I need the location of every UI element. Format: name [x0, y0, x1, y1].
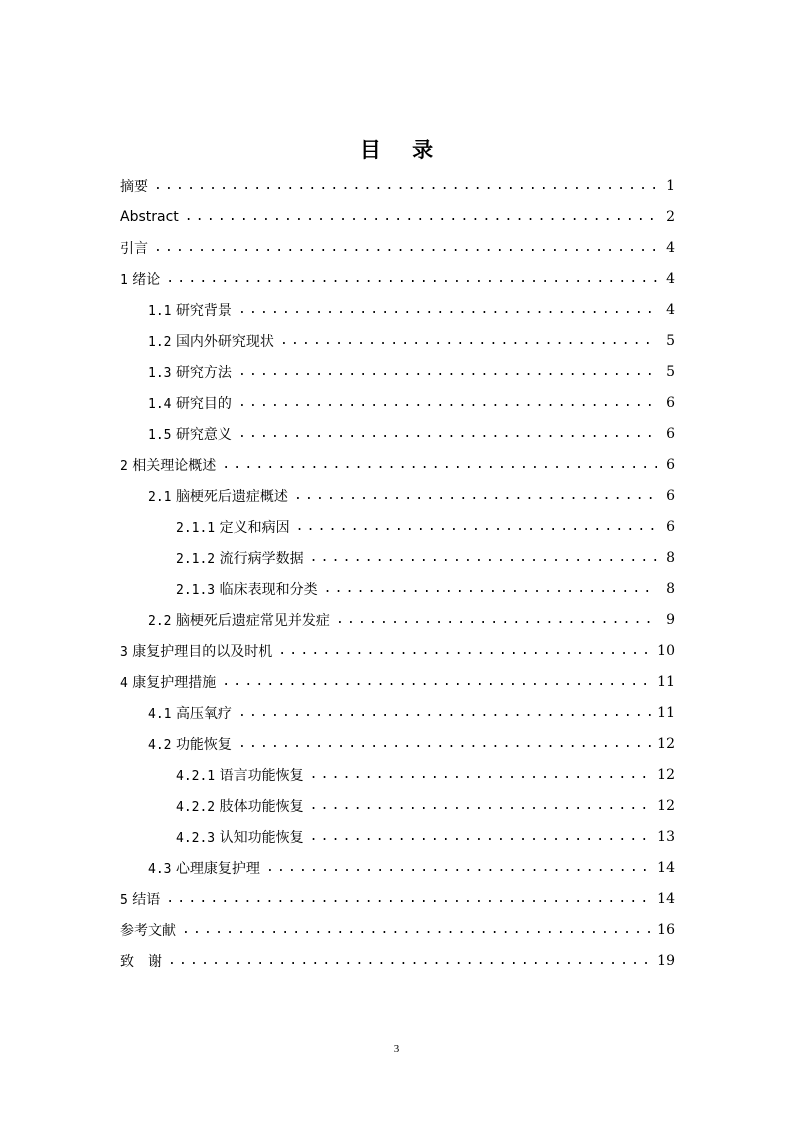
toc-entry-page: 8 [666, 580, 675, 597]
toc-entry-label [148, 734, 232, 754]
toc-entry-label [148, 424, 232, 444]
toc-entry[interactable] [0, 759, 793, 790]
toc-entry[interactable] [0, 945, 793, 976]
toc-entry-page: 6 [666, 518, 675, 535]
toc-entry-page: 6 [666, 394, 675, 411]
dot-leader [238, 364, 657, 379]
toc-entry[interactable] [0, 232, 793, 263]
toc-entry-label [120, 455, 216, 475]
toc-entry-number: 4 [120, 675, 128, 691]
toc-entry-number: 2.2 [148, 613, 172, 629]
toc-entry-page: 8 [666, 549, 675, 566]
toc-entry[interactable] [0, 356, 793, 387]
toc-entry-page: 10 [657, 642, 675, 659]
toc-entry-number: 2.1.3 [176, 582, 216, 598]
toc-entry[interactable] [0, 418, 793, 449]
toc-entry-number: 3 [120, 644, 128, 660]
dot-leader [280, 333, 657, 348]
toc-entry-text: 参考文献 [120, 922, 176, 939]
toc-entry-label [120, 672, 216, 692]
toc-entry[interactable] [0, 883, 793, 914]
toc-entry-label [148, 703, 232, 723]
toc-entry-text: 结语 [132, 891, 161, 908]
toc-entry[interactable] [0, 449, 793, 480]
toc-entry-label [120, 209, 179, 225]
toc-entry[interactable] [0, 821, 793, 852]
toc-entry-number: 2 [120, 458, 128, 474]
toc-entry[interactable] [0, 728, 793, 759]
dot-leader [238, 705, 651, 720]
toc-entry-number: 1.4 [148, 396, 172, 412]
dot-leader [238, 302, 657, 317]
toc-entry-label [120, 269, 160, 289]
toc-entry-number: 4.2.2 [176, 799, 216, 815]
dot-leader [166, 891, 651, 906]
toc-entry[interactable] [0, 294, 793, 325]
toc-entry-text: 定义和病因 [219, 519, 290, 536]
toc-entry-label [148, 858, 260, 878]
toc-entry-text: 认知功能恢复 [219, 829, 304, 846]
toc-entry-text: 语言功能恢复 [219, 767, 304, 784]
toc-entry-label [120, 889, 160, 909]
toc-entry-label [148, 331, 274, 351]
toc-entry[interactable] [0, 635, 793, 666]
toc-entry-label [120, 176, 148, 196]
toc-entry[interactable] [0, 387, 793, 418]
toc-entry[interactable] [0, 511, 793, 542]
toc-entry-number: 1 [120, 272, 128, 288]
toc-entry-page: 9 [666, 611, 675, 628]
toc-entry-label [148, 362, 232, 382]
toc-entry-text: 摘要 [120, 178, 148, 195]
dot-leader [222, 674, 651, 689]
toc-entry-label [148, 300, 232, 320]
toc-entry-page: 5 [666, 332, 675, 349]
toc-entry[interactable] [0, 852, 793, 883]
toc-entry[interactable] [0, 542, 793, 573]
toc-entry-page: 12 [657, 797, 675, 814]
dot-leader [296, 519, 657, 534]
toc-entry-text: 致 谢 [120, 953, 162, 970]
toc-entry-page: 4 [666, 270, 675, 287]
toc-entry-label [176, 548, 304, 568]
dot-leader [154, 240, 657, 255]
toc-entry-text: 研究背景 [175, 302, 232, 319]
dot-leader [278, 643, 651, 658]
toc-entry-page: 11 [657, 673, 675, 690]
dot-leader [324, 581, 657, 596]
dot-leader [238, 736, 651, 751]
toc-entry-text: 功能恢复 [175, 736, 232, 753]
toc-entry[interactable] [0, 263, 793, 294]
toc-entry[interactable] [0, 201, 793, 232]
toc-entry-number: 2.1.1 [176, 520, 216, 536]
toc-entry-label [176, 579, 318, 599]
toc-entry-number: 4.1 [148, 706, 172, 722]
toc-entry[interactable] [0, 480, 793, 511]
toc-entry-label [148, 393, 232, 413]
toc-entry-page: 12 [657, 735, 675, 752]
dot-leader [310, 550, 657, 565]
toc-entry-page: 14 [657, 890, 675, 907]
toc-entry-number: 1.3 [148, 365, 172, 381]
toc-entry-number: 2.1 [148, 489, 172, 505]
toc-entry-page: 6 [666, 487, 675, 504]
toc-entry[interactable] [0, 325, 793, 356]
toc-entry-number: 4.3 [148, 861, 172, 877]
dot-leader [266, 860, 651, 875]
toc-entry-page: 6 [666, 456, 675, 473]
toc-entry-text: 脑梗死后遗症常见并发症 [175, 612, 330, 629]
toc-entry[interactable] [0, 666, 793, 697]
toc-entry[interactable] [0, 604, 793, 635]
toc-entry-label [120, 238, 148, 258]
toc-entry-page: 14 [657, 859, 675, 876]
toc-entry-text: 心理康复护理 [175, 860, 260, 877]
dot-leader [154, 178, 657, 193]
toc-entry-number: 4.2.1 [176, 768, 216, 784]
toc-entry[interactable] [0, 914, 793, 945]
toc-entry-text: 高压氧疗 [175, 705, 232, 722]
toc-entry-label [176, 827, 304, 847]
dot-leader [310, 767, 652, 782]
toc-entry-page: 12 [657, 766, 675, 783]
toc-entry-text: 引言 [120, 240, 148, 257]
toc-entry-label [120, 641, 272, 661]
toc-entry-text: Abstract [120, 208, 179, 225]
toc-entry[interactable] [0, 697, 793, 728]
toc-entry-number: 5 [120, 892, 128, 908]
toc-entry-label [148, 610, 330, 630]
toc-entry-text: 研究目的 [175, 395, 232, 412]
dot-leader [310, 798, 652, 813]
toc-entry-text: 肢体功能恢复 [219, 798, 304, 815]
toc-entry-text: 研究意义 [175, 426, 232, 443]
toc-entry-label [176, 765, 304, 785]
dot-leader [336, 612, 657, 627]
dot-leader [222, 457, 657, 472]
dot-leader [166, 271, 657, 286]
toc-entry-text: 国内外研究现状 [175, 333, 274, 350]
toc-entry-label [120, 951, 162, 971]
toc-entry[interactable] [0, 790, 793, 821]
toc-entry-number: 4.2 [148, 737, 172, 753]
toc-entry-text: 研究方法 [175, 364, 232, 381]
toc-entry-page: 11 [657, 704, 675, 721]
toc-entry-number: 4.2.3 [176, 830, 216, 846]
toc-entry-text: 脑梗死后遗症概述 [175, 488, 288, 505]
toc-entry-page: 4 [666, 301, 675, 318]
toc-entry-label [148, 486, 288, 506]
toc-entry-page: 2 [666, 208, 675, 225]
toc-entry-page: 16 [657, 921, 675, 938]
dot-leader [168, 953, 651, 968]
dot-leader [238, 426, 657, 441]
toc-entry-page: 5 [666, 363, 675, 380]
toc-entry-text: 康复护理目的以及时机 [132, 643, 273, 660]
dot-leader [294, 488, 657, 503]
dot-leader [238, 395, 657, 410]
toc-entry-text: 相关理论概述 [132, 457, 217, 474]
toc-entry-number: 1.5 [148, 427, 172, 443]
toc-entry-number: 2.1.2 [176, 551, 216, 567]
toc-entry-page: 6 [666, 425, 675, 442]
toc-entry-text: 康复护理措施 [132, 674, 217, 691]
toc-entry-text: 临床表现和分类 [219, 581, 318, 598]
toc-entry[interactable] [0, 573, 793, 604]
dot-leader [185, 209, 657, 224]
toc-entry-label [120, 920, 176, 940]
toc-entry-page: 1 [666, 177, 675, 194]
toc-title: 目 录 [359, 138, 446, 162]
toc-entry-label [176, 517, 290, 537]
toc-entry-number: 1.1 [148, 303, 172, 319]
toc-entry-number: 1.2 [148, 334, 172, 350]
toc-entry-page: 13 [657, 828, 675, 845]
toc-entry-text: 绪论 [132, 271, 161, 288]
toc-entry-page: 19 [657, 952, 675, 969]
dot-leader [310, 829, 652, 844]
toc-entry-label [176, 796, 304, 816]
toc-entry-text: 流行病学数据 [219, 550, 304, 567]
page-number: 3 [393, 1043, 400, 1055]
toc-entry[interactable] [0, 170, 793, 201]
dot-leader [182, 922, 651, 937]
toc-entry-page: 4 [666, 239, 675, 256]
